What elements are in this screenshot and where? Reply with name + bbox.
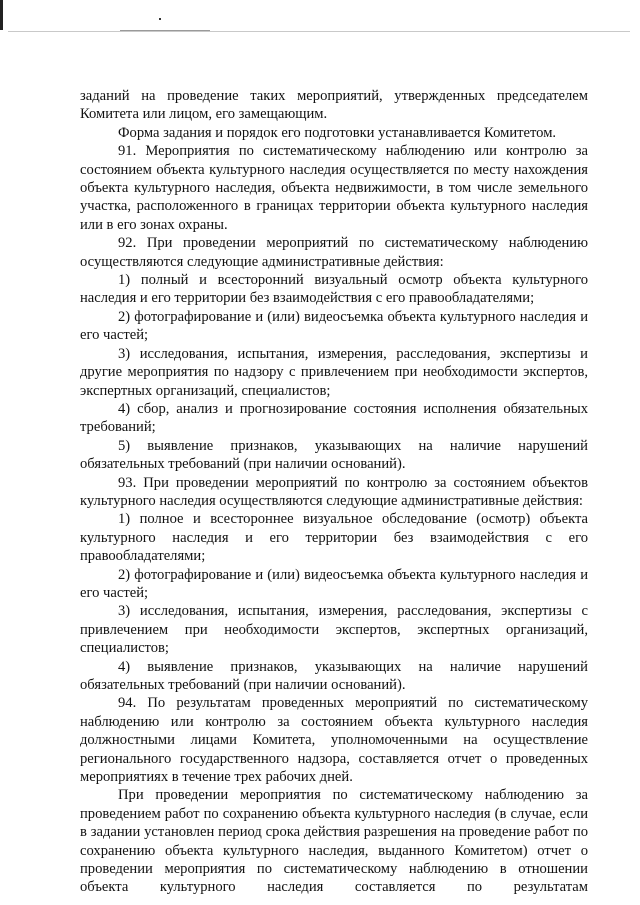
header-rule-segment xyxy=(120,30,210,31)
list-item-93-3: 3) исследования, испытания, измерения, расследования, экспертизы с привлечением при необходимости экспертов, экспертных организаций, специалистов; xyxy=(80,603,588,657)
document-body xyxy=(80,87,588,897)
list-item-92-1: 1) полный и всесторонний визуальный осмотр объекта культурного наследия и его территории без взаимодействия с его правообладателями; xyxy=(80,272,588,307)
paragraph-91: 91. Мероприятия по систематическому наблюдению или контролю за состоянием объекта культурного наследия осуществляется по месту нахождения объекта культурного наследия, объекта недвижимости, в том числе земельного участка, расположенного в границах территории объекта культурного наследия или в его зонах охраны. xyxy=(80,143,588,233)
paragraph-94: 94. По результатам проведенных мероприятий по систематическому наблюдению или контролю за состоянием объекта культурного наследия должностными лицами Комитета, уполномоченными на осуществление регионального государственного надзора, составляется отчет о проведенных мероприятиях в течение трех рабочих дней. xyxy=(80,695,588,786)
list-item-92-5: 5) выявление признаков, указывающих на наличие нарушений обязательных требований (при наличии оснований). xyxy=(80,437,588,473)
scan-dot-mark xyxy=(159,18,161,20)
paragraph-task-form: Форма задания и порядок его подготовки устанавливается Комитетом. xyxy=(118,124,557,141)
scan-edge-mark xyxy=(0,0,3,30)
list-item-92-2: 2) фотографирование и (или) видеосъемка объекта культурного наследия и его частей; xyxy=(80,308,588,344)
paragraph-92: 92. При проведении мероприятий по систематическому наблюдению осуществляются следующие административные действия: xyxy=(80,235,588,270)
paragraph-93: 93. При проведении мероприятий по контролю за состоянием объектов культурного наследия осуществляются следующие административные действия: xyxy=(80,474,588,509)
paragraph-continuation: заданий на проведение таких мероприятий, утвержденных председателем Комитета или лицом, его замещающим. xyxy=(80,88,588,123)
paragraph-observation-report: При проведении мероприятия по систематическому наблюдению за проведением работ по сохранению объекта культурного наследия (в случае, если в задании установлен период срока действия разрешения на проведение работ по сохранению объекта культурного наследия, выданного Комитетом) отчет о проведении мероприятия по систематическому наблюдению в отношении объекта культурного наследия составляется по результатам xyxy=(80,787,588,896)
list-item-92-4: 4) сбор, анализ и прогнозирование состояния исполнения обязательных требований; xyxy=(80,400,588,436)
list-item-93-4: 4) выявление признаков, указывающих на наличие нарушений обязательных требований (при наличии оснований). xyxy=(80,658,588,693)
list-item-92-3: 3) исследования, испытания, измерения, расследования, экспертизы и другие мероприятия по надзору с привлечением при необходимости экспертов, экспертных организаций, специалистов; xyxy=(80,345,588,399)
list-item-93-1: 1) полное и всестороннее визуальное обследование (осмотр) объекта культурного наследия и его территории без взаимодействия с его правообладателями; xyxy=(80,511,588,565)
list-item-93-2: 2) фотографирование и (или) видеосъемка объекта культурного наследия и его частей; xyxy=(80,566,588,601)
header-rule xyxy=(8,31,630,32)
